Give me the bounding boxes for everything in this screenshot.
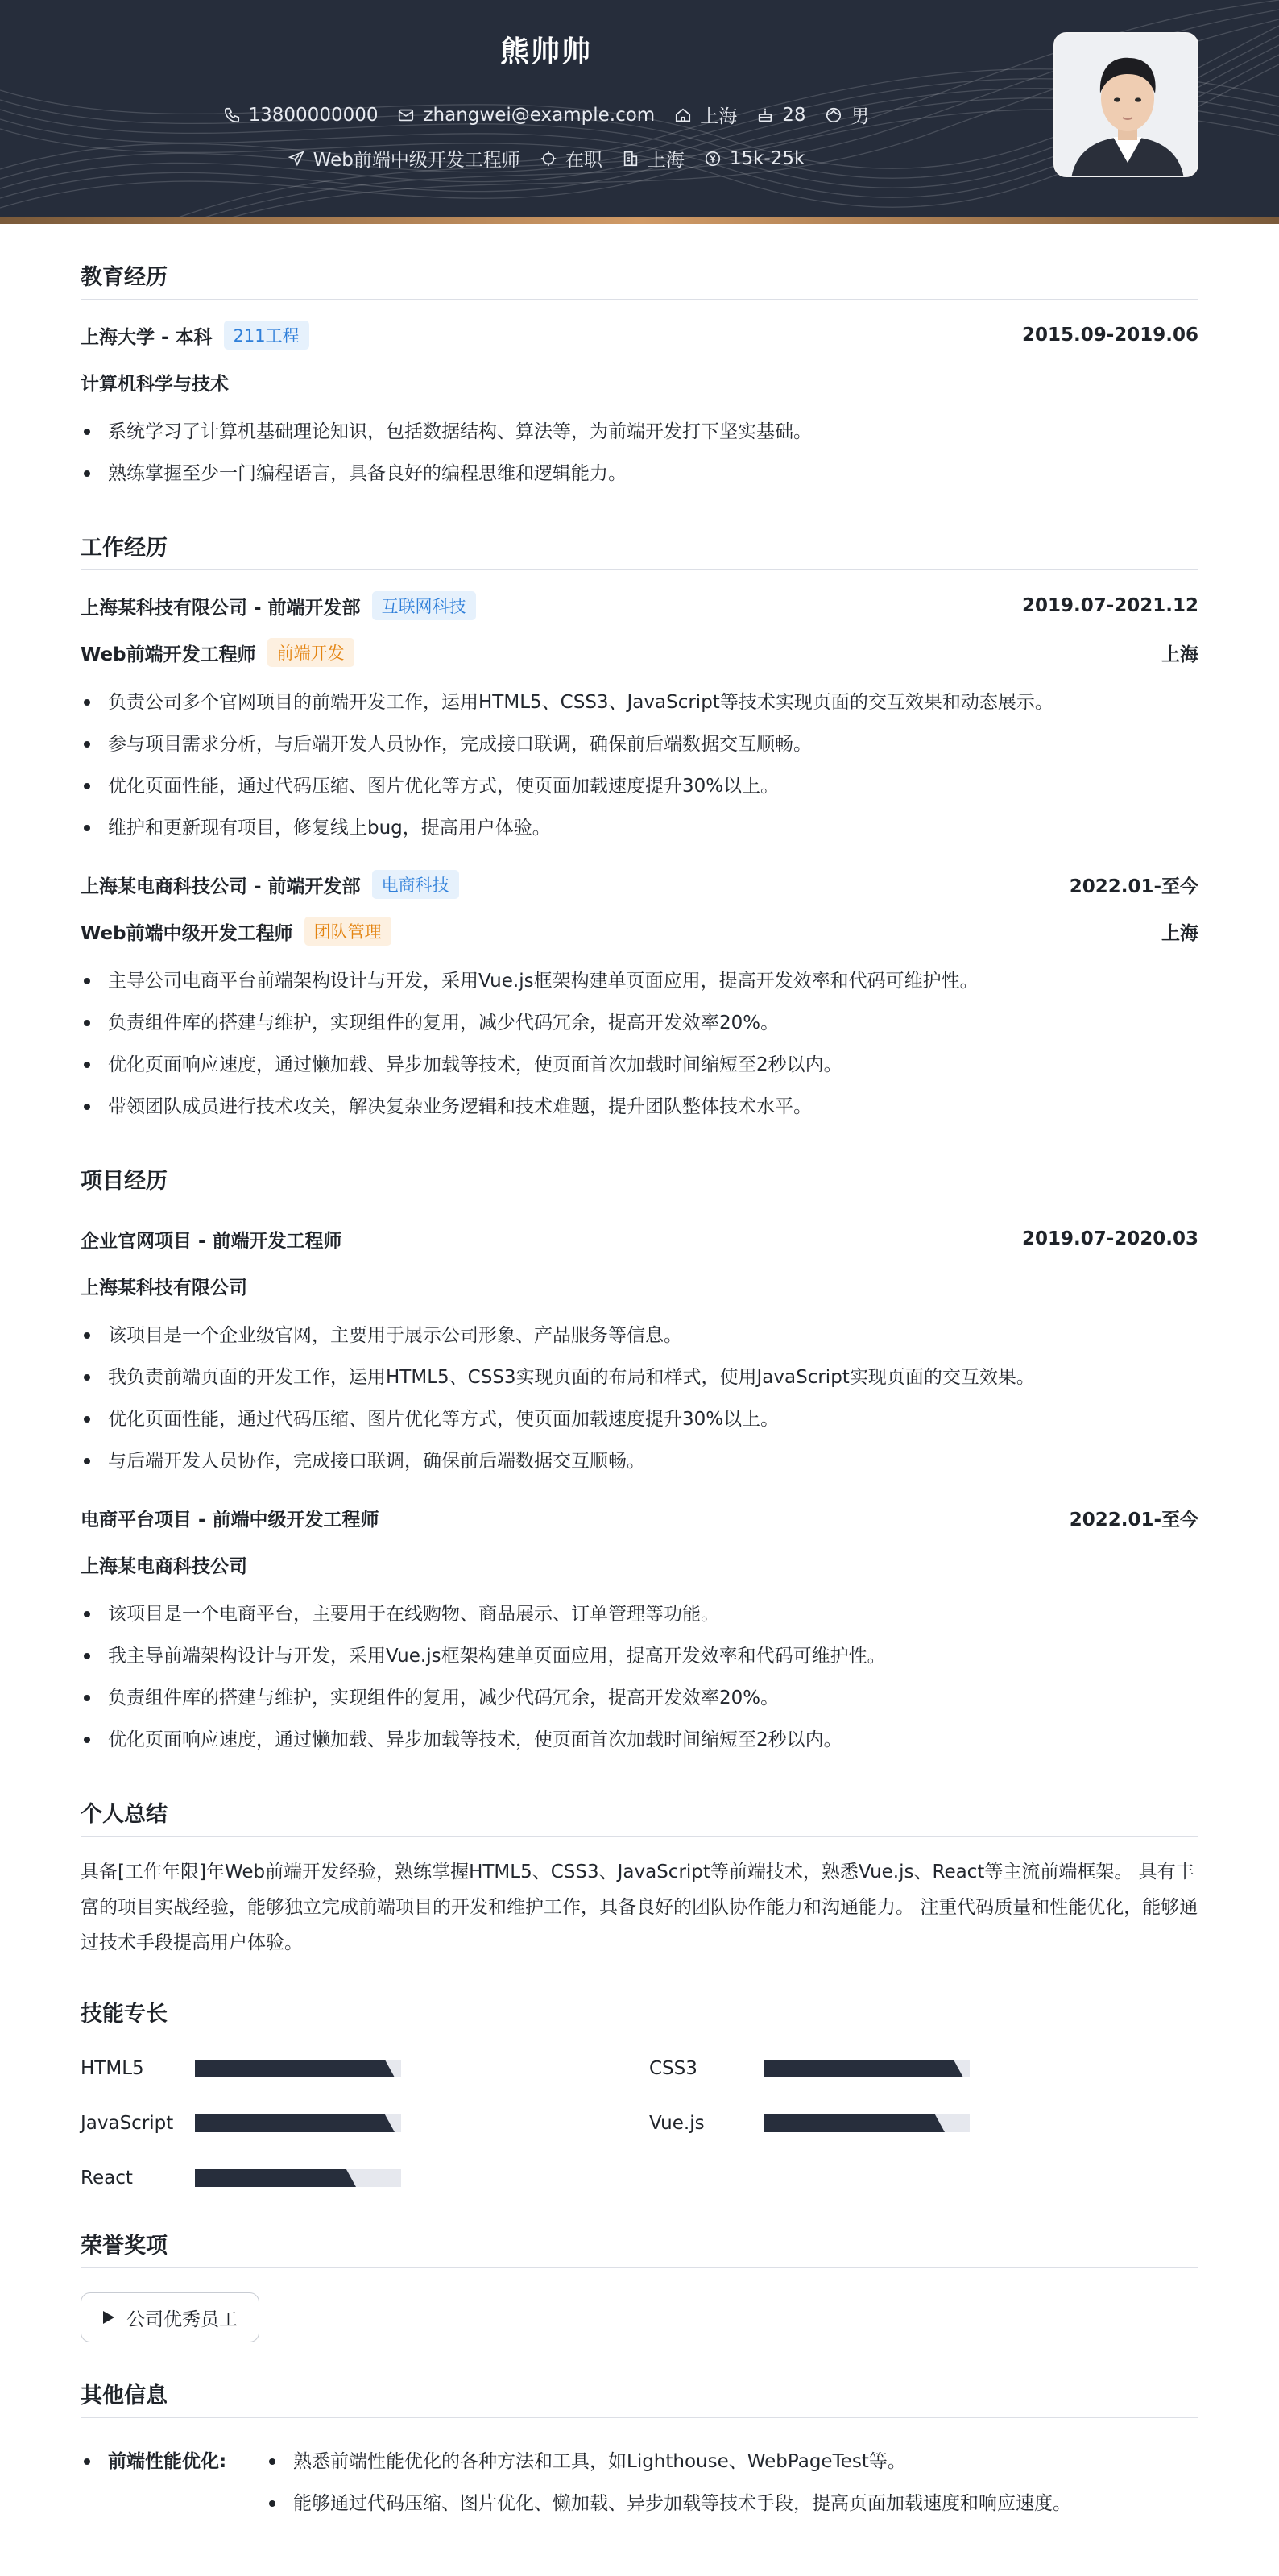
date-range: 2015.09-2019.06 [1021,325,1198,346]
project-name: 电商平台项目 - 前端中级开发工程师 [81,1509,379,1530]
skill-name: HTML5 [81,2058,144,2079]
date-range: 2019.07-2020.03 [1021,1228,1198,1249]
accent-band [0,217,1279,224]
summary-text: 具备[工作年限]年Web前端开发经验，熟练掌握HTML5、CSS3、JavaScript等前端技术，熟悉Vue.js、React等主流前端框架。 具有丰富的项目实战经验，能够独立完成前端项目的开发和维护工作，具备良好的团队协作能力和沟通能力。 注重代码质量和性能优化，能够通过技术手段提高用户体验。 [81,1862,1198,1953]
send-icon [288,150,305,168]
other-section [81,2378,1198,2524]
job-location: 上海 [1161,922,1198,944]
building-icon [622,150,640,168]
list-item: 优化页面性能，通过代码压缩、图片优化等方式，使页面加载速度提升30%以上。 [81,765,1198,807]
skills-grid [81,2054,1198,2193]
section-title: 项目经历 [81,1163,1198,1203]
job-location: 上海 [1161,644,1198,665]
section-title: 教育经历 [81,259,1198,300]
education-entry [81,321,1198,495]
job-title-item [288,145,520,172]
coin-icon [704,150,722,168]
skill-bar [195,2169,401,2187]
project-name: 企业官网项目 - 前端开发工程师 [81,1230,342,1252]
list-item: 与后端开发人员协作，完成接口联调，确保前后端数据交互顺畅。 [81,1440,1198,1482]
phone-text: 13800000000 [248,104,379,126]
list-item: 我主导前端架构设计与开发，采用Vue.js框架构建单页面应用，提高开发效率和代码可维护性。 [81,1635,1198,1677]
project-bullets [81,1315,1198,1482]
list-item: 维护和更新现有项目，修复线上bug，提高用户体验。 [81,807,1198,849]
skill-name: Vue.js [649,2113,705,2134]
profile-photo [1053,32,1198,177]
skill-bar-fill [764,2114,927,2132]
skill-bar [195,2114,401,2132]
email-text: zhangwei@example.com [423,104,656,126]
role-tag: 团队管理 [304,917,391,946]
skill-bar-fill [764,2060,946,2077]
skill-item [649,2109,1198,2138]
skills-section [81,1996,1198,2193]
job-bullets [81,681,1198,849]
gender-text: 男 [851,106,870,127]
work-city-text: 上海 [647,150,685,171]
section-title: 个人总结 [81,1796,1198,1837]
section-title: 荣誉奖项 [81,2228,1198,2268]
phone-icon [223,106,241,124]
city-item [674,101,737,128]
play-icon [102,2310,115,2325]
skill-bar-tip [377,2114,395,2132]
list-item: 主导公司电商平台前端架构设计与开发，采用Vue.js框架构建单页面应用，提高开发效率和代码可维护性。 [81,960,1198,1002]
face-icon [825,106,842,124]
salary-item [704,148,805,169]
status-item [540,145,602,172]
list-item: 该项目是一个企业级官网，主要用于展示公司形象、产品服务等信息。 [81,1315,1198,1356]
award-chip [81,2292,259,2342]
skill-bar [764,2060,970,2077]
skill-bar-fill [195,2114,377,2132]
company-name: 上海某科技有限公司 - 前端开发部 [81,597,361,619]
skill-bar-tip [377,2060,395,2077]
status-icon [540,150,557,168]
project-bullets [81,1593,1198,1761]
education-section [81,259,1198,495]
list-item: 我负责前端页面的开发工作，运用HTML5、CSS3实现页面的布局和样式，使用JavaScript实现页面的交互效果。 [81,1356,1198,1398]
skill-name: React [81,2168,133,2189]
skill-bar-tip [338,2169,356,2187]
work-section [81,530,1198,1128]
role-name: Web前端中级开发工程师 [81,922,293,944]
list-item: 优化页面性能，通过代码压缩、图片优化等方式，使页面加载速度提升30%以上。 [81,1398,1198,1440]
list-item: 负责组件库的搭建与维护，实现组件的复用，减少代码冗余，提高开发效率20%。 [81,1677,1198,1719]
list-item: 优化页面响应速度，通过懒加载、异步加载等技术，使页面首次加载时间缩短至2秒以内。 [81,1719,1198,1761]
list-item: 参与项目需求分析，与后端开发人员协作，完成接口联调，确保前后端数据交互顺畅。 [81,723,1198,765]
cake-icon [756,106,774,124]
section-title: 技能专长 [81,1996,1198,2036]
company-name: 上海某电商科技公司 - 前端开发部 [81,876,361,897]
contact-row [0,101,1092,128]
salary-text: 15k-25k [729,147,805,169]
project-company: 上海某电商科技公司 [81,1555,247,1577]
school-name: 上海大学 - 本科 [81,326,213,348]
role-tag: 前端开发 [267,638,354,667]
status-text: 在职 [565,150,602,171]
candidate-name: 熊帅帅 [499,35,592,68]
skill-bar [764,2114,970,2132]
skill-bar-fill [195,2060,377,2077]
skill-item [81,2054,649,2083]
city-text: 上海 [700,106,738,127]
skill-bar-fill [195,2169,338,2187]
other-bullets [266,2441,1071,2524]
project-section [81,1163,1198,1761]
job-entry [81,870,1198,1128]
project-company: 上海某科技有限公司 [81,1277,247,1298]
summary-section [81,1796,1198,1961]
company-tag: 互联网科技 [372,591,476,620]
awards-section [81,2228,1198,2342]
list-item: 该项目是一个电商平台，主要用于在线购物、商品展示、订单管理等功能。 [81,1593,1198,1635]
company-tag: 电商科技 [372,870,459,899]
section-title: 其他信息 [81,2378,1198,2418]
other-item [81,2441,1198,2524]
date-range: 2022.01-至今 [1069,876,1198,897]
list-item: 熟悉前端性能优化的各种方法和工具，如Lighthouse、WebPageTest等。 [266,2441,1071,2483]
education-bullets [81,411,1198,495]
date-range: 2022.01-至今 [1069,1509,1198,1530]
date-range: 2019.07-2021.12 [1021,595,1198,616]
role-name: Web前端开发工程师 [81,644,256,665]
skill-bar [195,2060,401,2077]
skill-name: JavaScript [81,2113,174,2134]
age-item [756,105,805,126]
skill-item [81,2109,649,2138]
project-entry [81,1224,1198,1482]
list-item: 负责公司多个官网项目的前端开发工作，运用HTML5、CSS3、JavaScript等技术实现页面的交互效果和动态展示。 [81,681,1198,723]
project-entry [81,1503,1198,1761]
skill-bar-tip [927,2114,945,2132]
age-text: 28 [782,104,806,126]
skill-item [649,2054,1198,2083]
work-city-item [622,145,685,172]
job-title-text: Web前端中级开发工程师 [313,150,520,171]
job-bullets [81,960,1198,1128]
home-icon [674,106,692,124]
list-item: 系统学习了计算机基础理论知识，包括数据结构、算法等，为前端开发打下坚实基础。 [81,411,1198,453]
school-tag: 211工程 [224,321,309,350]
award-name: 公司优秀员工 [126,2309,238,2330]
other-key-label: 前端性能优化: [108,2451,227,2472]
other-key [81,2441,266,2524]
resume-header [0,0,1279,224]
skill-bar-tip [946,2060,963,2077]
list-item: 熟练掌握至少一门编程语言，具备良好的编程思维和逻辑能力。 [81,453,1198,495]
email-item [397,105,655,126]
skill-item [81,2164,649,2193]
job-entry [81,591,1198,849]
section-title: 工作经历 [81,530,1198,570]
resume-body [81,224,1198,2524]
list-item: 带领团队成员进行技术攻关，解决复杂业务逻辑和技术难题，提升团队整体技术水平。 [81,1086,1198,1128]
list-item: 负责组件库的搭建与维护，实现组件的复用，减少代码冗余，提高开发效率20%。 [81,1002,1198,1044]
major-name: 计算机科学与技术 [81,373,229,395]
mail-icon [397,106,415,124]
list-item: 优化页面响应速度，通过懒加载、异步加载等技术，使页面首次加载时间缩短至2秒以内。 [81,1044,1198,1086]
phone-item [223,105,379,126]
list-item: 能够通过代码压缩、图片优化、懒加载、异步加载等技术手段，提高页面加载速度和响应速度。 [266,2483,1071,2524]
skill-name: CSS3 [649,2058,697,2079]
job-intent-row [0,145,1092,172]
gender-item [825,101,869,128]
